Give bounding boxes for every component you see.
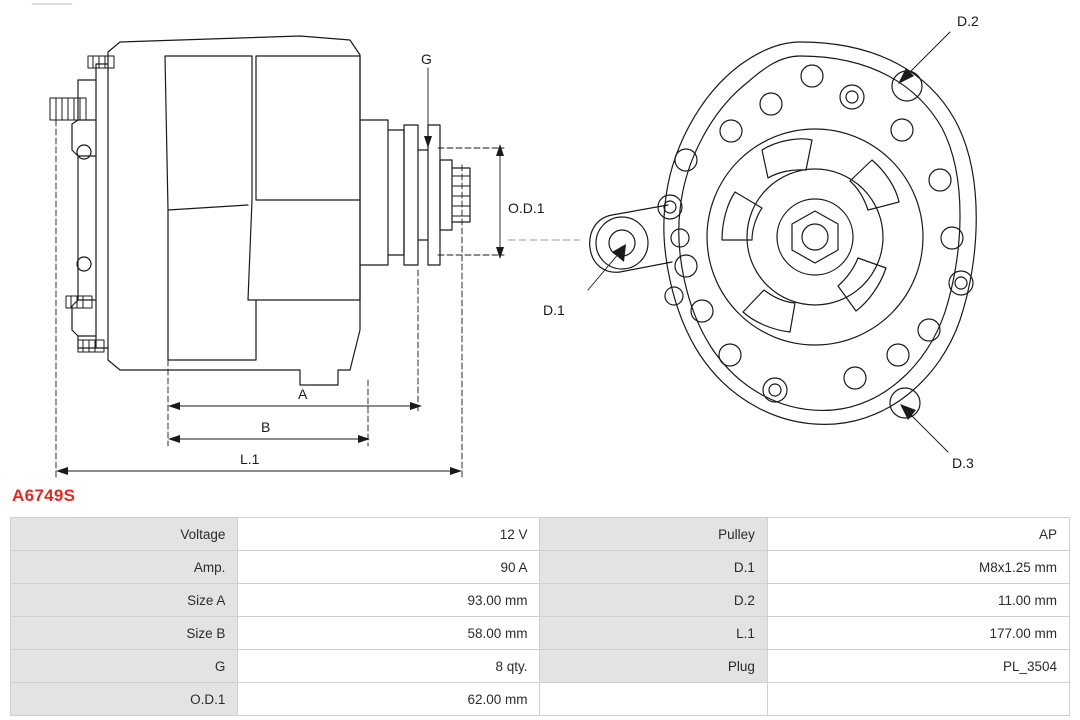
spec-label-d1: D.1 <box>540 551 767 584</box>
table-row <box>11 584 1070 617</box>
spec-value-l1: 177.00 mm <box>767 617 1069 650</box>
specifications-table <box>10 517 1070 716</box>
spec-value-amp: 90 A <box>238 551 540 584</box>
spec-value-od1: 62.00 mm <box>238 683 540 716</box>
table-row <box>11 617 1070 650</box>
side-view-body <box>50 36 470 385</box>
callout-od1: O.D.1 <box>508 200 545 216</box>
spec-label-voltage: Voltage <box>11 518 238 551</box>
spec-label-g: G <box>11 650 238 683</box>
spec-label-d2: D.2 <box>540 584 767 617</box>
spec-empty-value <box>767 683 1069 716</box>
spec-label-l1: L.1 <box>540 617 767 650</box>
spec-label-pulley: Pulley <box>540 518 767 551</box>
table-row <box>11 551 1070 584</box>
callout-l1: L.1 <box>240 451 260 467</box>
spec-value-g: 8 qty. <box>238 650 540 683</box>
spec-label-size-b: Size B <box>11 617 238 650</box>
callout-b: B <box>261 419 271 435</box>
spec-value-d2: 11.00 mm <box>767 584 1069 617</box>
table-row <box>11 683 1070 716</box>
spec-value-size-b: 58.00 mm <box>238 617 540 650</box>
spec-label-amp: Amp. <box>11 551 238 584</box>
spec-value-d1: M8x1.25 mm <box>767 551 1069 584</box>
spec-value-voltage: 12 V <box>238 518 540 551</box>
table-row <box>11 518 1070 551</box>
part-number: A6749S <box>12 486 76 505</box>
spec-value-plug: PL_3504 <box>767 650 1069 683</box>
callout-d2: D.2 <box>957 13 979 29</box>
spec-value-size-a: 93.00 mm <box>238 584 540 617</box>
callout-a: A <box>298 386 308 402</box>
table-row <box>11 650 1070 683</box>
callout-d1: D.1 <box>543 302 565 318</box>
spec-label-od1: O.D.1 <box>11 683 238 716</box>
spec-label-size-a: Size A <box>11 584 238 617</box>
front-view-body <box>590 42 977 424</box>
callout-g: G <box>421 51 432 67</box>
spec-value-pulley: AP <box>767 518 1069 551</box>
spec-empty-label <box>540 683 767 716</box>
dimension-lines <box>56 68 580 478</box>
callout-d3: D.3 <box>952 455 974 471</box>
spec-label-plug: Plug <box>540 650 767 683</box>
